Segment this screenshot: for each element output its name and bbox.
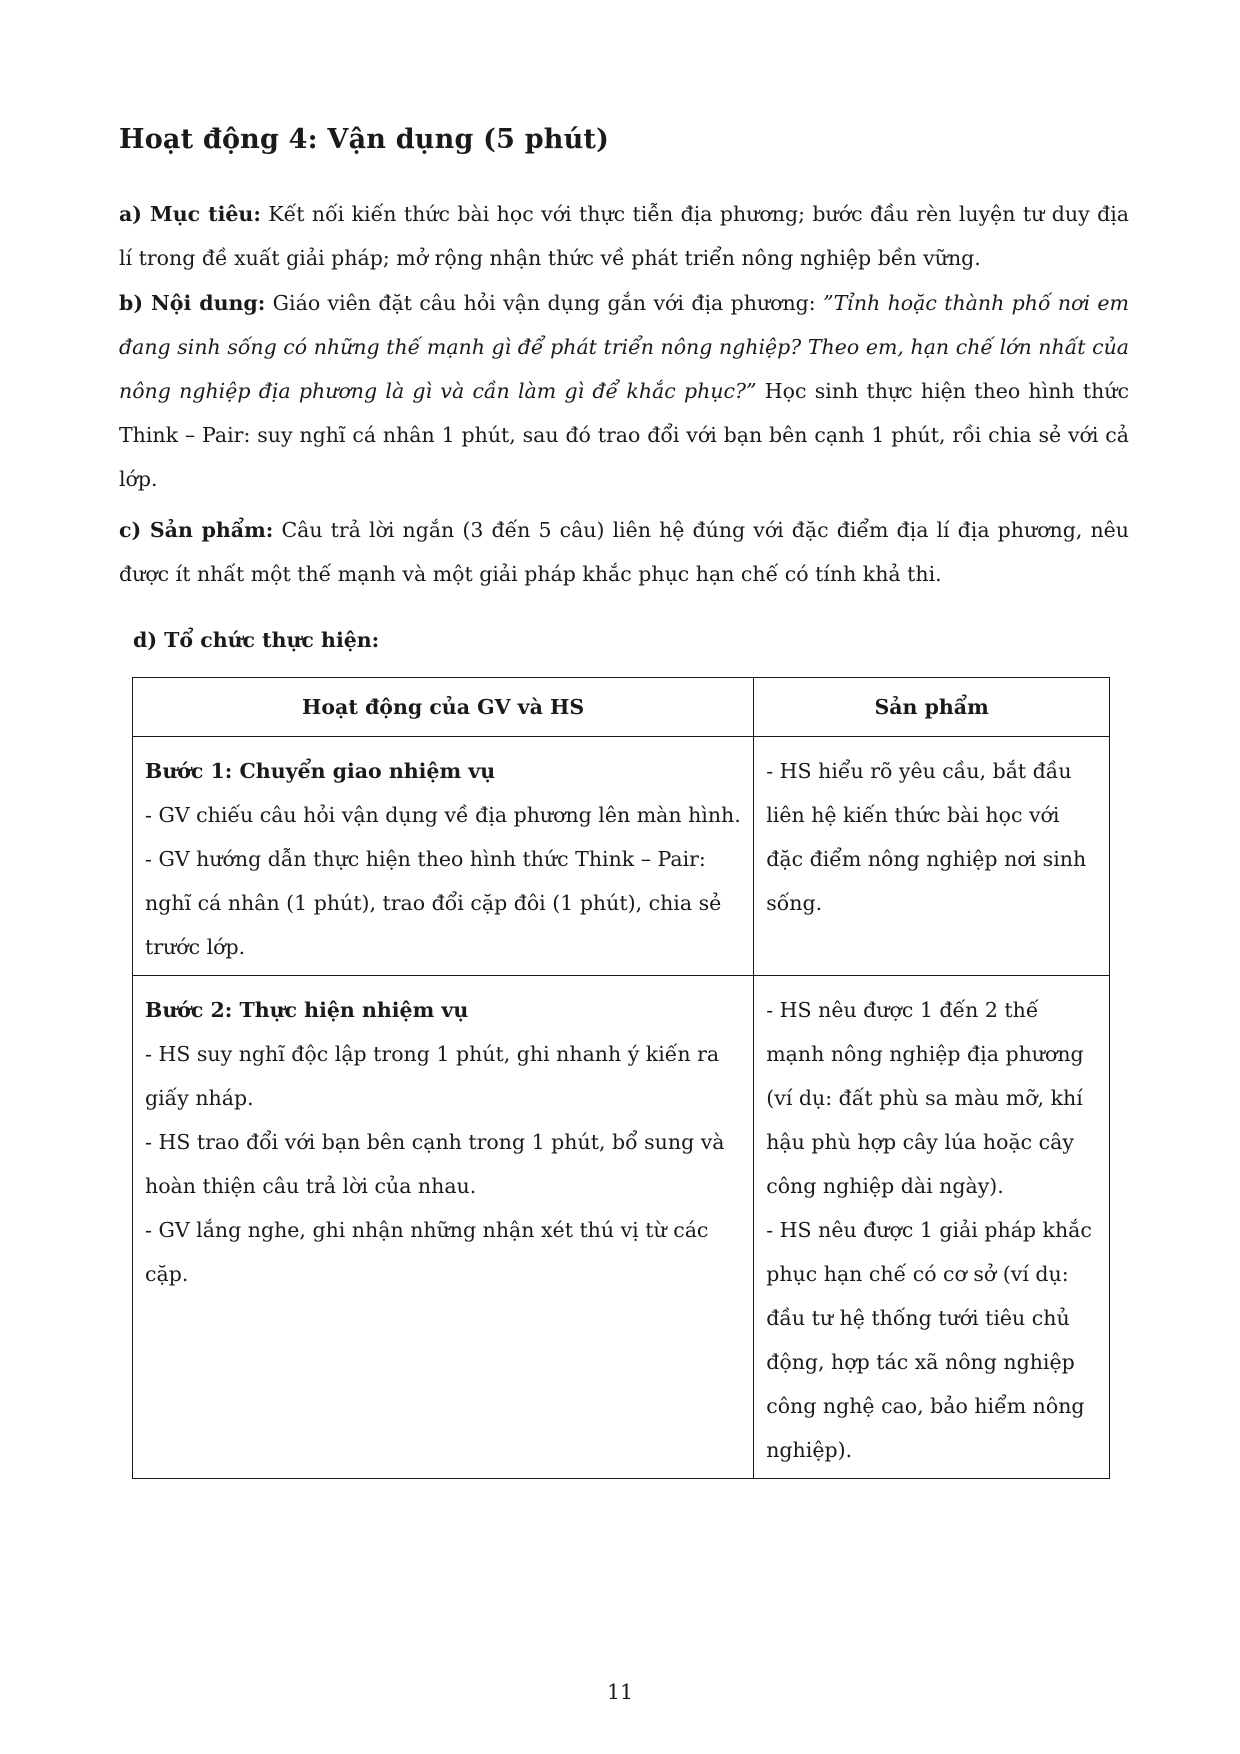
content-text-after: Học sinh thực hiện theo hình thức Think – Pair: suy nghĩ cá nhân 1 phút, sau đó trao đổi với bạn bên cạnh 1 phút, rồi chia sẻ với cả lớp. (119, 379, 1129, 491)
activity-item: - HS suy nghĩ độc lập trong 1 phút, ghi nhanh ý kiến ra giấy nháp. (145, 1042, 720, 1110)
activity-item: - GV hướng dẫn thực hiện theo hình thức Think – Pair: nghĩ cá nhân (1 phút), trao đổi cặp đôi (1 phút), chia sẻ trước lớp. (145, 847, 722, 959)
activities-cell (133, 737, 754, 976)
activity-item: - HS trao đổi với bạn bên cạnh trong 1 phút, bổ sung và hoàn thiện câu trả lời của nhau. (145, 1130, 725, 1198)
product-item: - HS nêu được 1 đến 2 thế mạnh nông nghiệp địa phương (ví dụ: đất phù sa màu mỡ, khí hậu phù hợp cây lúa hoặc cây công nghiệp dài ngày). (766, 998, 1084, 1198)
activity-item: - GV lắng nghe, ghi nhận những nhận xét thú vị từ các cặp. (145, 1218, 709, 1286)
product-item: - HS hiểu rõ yêu cầu, bắt đầu liên hệ kiến thức bài học với đặc điểm nông nghiệp nơi sinh sống. (766, 759, 1087, 915)
content-label: b) Nội dung: (119, 291, 266, 315)
page-number: 11 (606, 1680, 634, 1704)
content-text-before: Giáo viên đặt câu hỏi vận dụng gắn với địa phương: (265, 291, 824, 315)
activities-cell (133, 976, 754, 1479)
content-paragraph (119, 281, 1129, 501)
product-item: - HS nêu được 1 giải pháp khắc phục hạn chế có cơ sở (ví dụ: đầu tư hệ thống tưới tiêu chủ động, hợp tác xã nông nghiệp công nghệ cao, bảo hiểm nông nghiệp). (766, 1218, 1092, 1462)
section-title: Hoạt động 4: Vận dụng (5 phút) (119, 124, 610, 155)
organization-table (132, 677, 1110, 1479)
products-cell (754, 737, 1110, 976)
table-row (133, 976, 1110, 1479)
objective-paragraph (119, 192, 1129, 280)
objective-label: a) Mục tiêu: (119, 202, 261, 226)
step-title: Bước 2: Thực hiện nhiệm vụ (145, 998, 469, 1022)
step-title: Bước 1: Chuyển giao nhiệm vụ (145, 759, 496, 783)
product-label: c) Sản phẩm: (119, 518, 274, 542)
activity-item: - GV chiếu câu hỏi vận dụng về địa phương lên màn hình. (145, 803, 741, 827)
product-paragraph (119, 508, 1129, 596)
table-header-row (133, 678, 1110, 737)
content-question: ”Tỉnh hoặc thành phố nơi em đang sinh sống có những thế mạnh gì để phát triển nông nghiệp? Theo em, hạn chế lớn nhất của nông nghiệp địa phương là gì và cần làm gì để khắc phục?” (119, 291, 1129, 403)
objective-text: Kết nối kiến thức bài học với thực tiễn địa phương; bước đầu rèn luyện tư duy địa lí trong đề xuất giải pháp; mở rộng nhận thức về phát triển nông nghiệp bền vững. (119, 202, 1129, 270)
organization-heading: d) Tổ chức thực hiện: (133, 628, 380, 652)
products-cell (754, 976, 1110, 1479)
table-row (133, 737, 1110, 976)
column-header-products: Sản phẩm (754, 678, 1110, 737)
column-header-activities: Hoạt động của GV và HS (133, 678, 754, 737)
product-text: Câu trả lời ngắn (3 đến 5 câu) liên hệ đúng với đặc điểm địa lí địa phương, nêu được ít nhất một thế mạnh và một giải pháp khắc phục hạn chế có tính khả thi. (119, 518, 1129, 586)
